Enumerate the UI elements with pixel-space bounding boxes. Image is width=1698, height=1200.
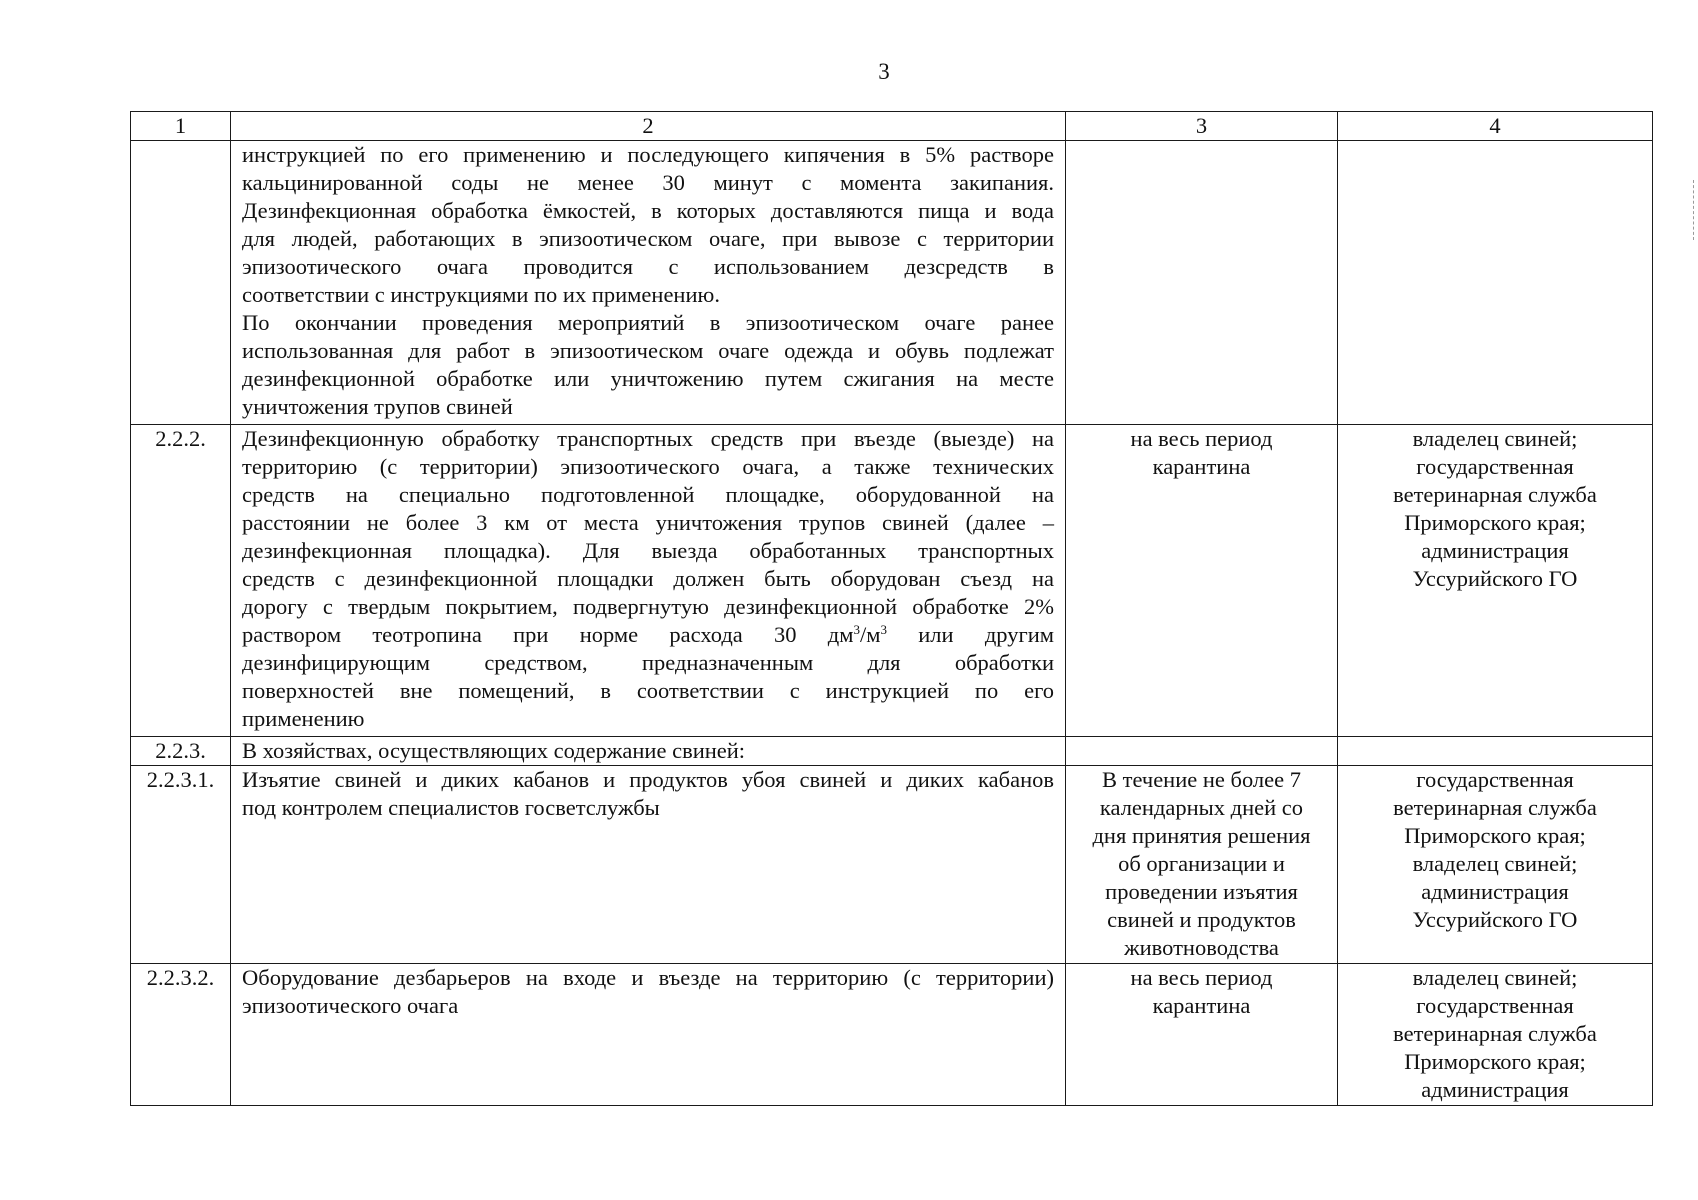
row-number-cell: 2.2.3.2. (131, 964, 231, 1106)
responsible-line: администрация (1421, 538, 1569, 563)
term-line: об организации и (1118, 851, 1285, 876)
term-line: календарных дней со (1099, 795, 1304, 820)
measure-line: Оборудование дезбарьеров на входе и въезде на территорию (с территории) (242, 965, 1054, 990)
term-line: проведении изъятия (1105, 879, 1298, 904)
term-line: свиней и продуктов (1107, 907, 1296, 932)
responsible-line: государственная (1416, 993, 1574, 1018)
scan-edge-mark (1693, 180, 1696, 240)
responsible-line: владелец свиней; (1412, 965, 1578, 990)
measure-line: инструкцией по его применению и последующего кипячения в 5% растворе (242, 142, 1054, 167)
row-number-cell: 2.2.3.1. (131, 766, 231, 964)
measure-line: соответствии с инструкциями по их применению. (242, 282, 720, 307)
row-number-cell: 2.2.2. (131, 425, 231, 737)
page-number: 3 (878, 59, 890, 84)
measure-line: средств на специально подготовленной площадке, оборудованной на (242, 482, 1054, 507)
responsible-cell (1338, 964, 1653, 1106)
responsible-line: Приморского края; (1404, 823, 1586, 848)
measure-line: эпизоотического очага (242, 993, 459, 1018)
term-line: карантина (1152, 993, 1251, 1018)
superscript: 3 (853, 622, 860, 637)
measure-line: По окончании проведения мероприятий в эпизоотическом очаге ранее (242, 310, 1054, 335)
responsible-line: ветеринарная служба (1393, 795, 1597, 820)
responsible-line: ветеринарная служба (1393, 1021, 1597, 1046)
table-header-row (131, 112, 1653, 141)
column-header-3: 3 (1066, 112, 1338, 141)
measure-line: территорию (с территории) эпизоотического очага, а также технических (242, 454, 1054, 479)
responsible-line: государственная (1416, 454, 1574, 479)
measure-line-with-units (242, 621, 1054, 649)
responsible-line: владелец свиней; (1412, 851, 1578, 876)
superscript: 3 (880, 622, 887, 637)
responsible-line: Уссурийского ГО (1412, 566, 1578, 591)
responsible-line: администрация (1421, 879, 1569, 904)
measure-line: В хозяйствах, осуществляющих содержание свиней: (242, 738, 746, 763)
measure-line-tail: или другим (886, 622, 1054, 647)
term-cell (1066, 737, 1338, 766)
responsible-cell (1338, 737, 1653, 766)
column-header-4: 4 (1338, 112, 1653, 141)
measure-line: эпизоотического очага проводится с использованием дезсредств в (242, 254, 1054, 279)
responsible-cell (1338, 766, 1653, 964)
measure-line: дезинфекционная площадка). Для выезда обработанных транспортных (242, 538, 1054, 563)
responsible-line: владелец свиней; (1412, 426, 1578, 451)
term-cell (1066, 425, 1338, 737)
measure-line: расстоянии не более 3 км от места уничтожения трупов свиней (далее – (242, 510, 1054, 535)
measure-line: поверхностей вне помещений, в соответствии с инструкцией по его (242, 678, 1054, 703)
measure-line: применению (242, 706, 365, 731)
measure-line: кальцинированной соды не менее 30 минут с момента закипания. (242, 170, 1054, 195)
measure-line: Дезинфекционная обработка ёмкостей, в которых доставляются пища и вода (242, 198, 1054, 223)
responsible-line: государственная (1416, 767, 1574, 792)
term-line: карантина (1152, 454, 1251, 479)
measure-line: дорогу с твердым покрытием, подвергнутую дезинфекционной обработке 2% (242, 594, 1054, 619)
measure-cell (231, 964, 1066, 1106)
term-cell (1066, 141, 1338, 425)
responsible-line: Уссурийского ГО (1412, 907, 1578, 932)
responsible-line: администрация (1421, 1077, 1569, 1102)
measure-line: уничтожения трупов свиней (242, 394, 513, 419)
table-row (131, 737, 1653, 766)
measure-line: под контролем специалистов госветслужбы (242, 795, 660, 820)
measure-cell (231, 141, 1066, 425)
term-cell (1066, 766, 1338, 964)
measure-cell (231, 425, 1066, 737)
measure-line: для людей, работающих в эпизоотическом очаге, при вывозе с территории (242, 226, 1054, 251)
measure-line-text: раствором теотропина при норме расхода 30 дм (242, 622, 854, 647)
term-line: на весь период (1130, 426, 1273, 451)
table-row (131, 766, 1653, 964)
term-line: на весь период (1130, 965, 1273, 990)
table-row (131, 964, 1653, 1106)
row-number-cell (131, 141, 231, 425)
measure-line: Дезинфекционную обработку транспортных средств при въезде (выезде) на (242, 426, 1054, 451)
table-row (131, 141, 1653, 425)
measure-line: дезинфицирующим средством, предназначенным для обработки (242, 650, 1054, 675)
measure-line: Изъятие свиней и диких кабанов и продуктов убоя свиней и диких кабанов (242, 767, 1054, 792)
term-line: животноводства (1124, 935, 1279, 960)
unit-separator: /м (859, 622, 881, 647)
measure-line: дезинфекционной обработке или уничтожению путем сжигания на месте (242, 366, 1054, 391)
measure-line: средств с дезинфекционной площадки должен быть оборудован съезд на (242, 566, 1054, 591)
responsible-cell (1338, 141, 1653, 425)
responsible-line: ветеринарная служба (1393, 482, 1597, 507)
responsible-line: Приморского края; (1404, 510, 1586, 535)
measure-cell (231, 737, 1066, 766)
term-line: дня принятия решения (1092, 823, 1311, 848)
responsible-line: Приморского края; (1404, 1049, 1586, 1074)
table-row (131, 425, 1653, 737)
row-number-cell: 2.2.3. (131, 737, 231, 766)
measure-line: использованная для работ в эпизоотическом очаге одежда и обувь подлежат (242, 338, 1054, 363)
column-header-2: 2 (231, 112, 1066, 141)
term-line: В течение не более 7 (1101, 767, 1302, 792)
measures-table (130, 111, 1653, 1106)
responsible-cell (1338, 425, 1653, 737)
measure-cell (231, 766, 1066, 964)
term-cell (1066, 964, 1338, 1106)
column-header-1: 1 (131, 112, 231, 141)
